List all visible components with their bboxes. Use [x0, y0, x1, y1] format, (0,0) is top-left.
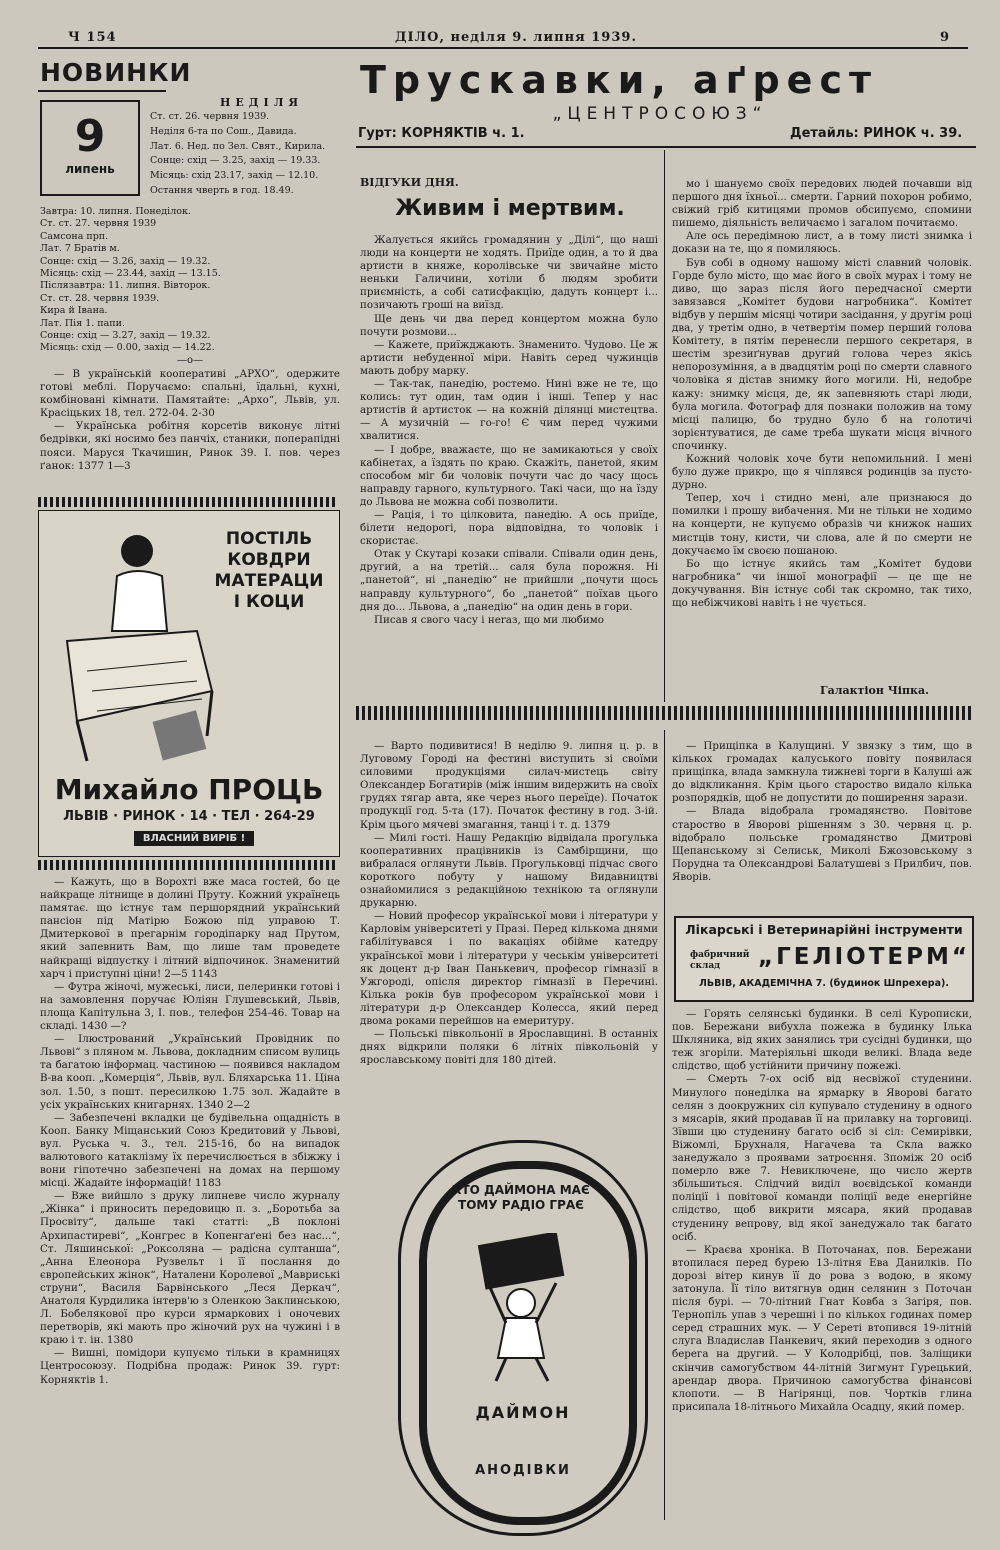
today-line: Остання чверть в год. 18.49. [150, 184, 294, 196]
left-item: — Забезпечені вкладки це будівельна ощадність в Кооп. Банку Міщанський Союз Кредитовий у Львові, вул. Руська ч. 3., тел. 215-16, бо на випадок валютового катаклізму їх перечислюється в збіжжу і вони гіпотечно забезпечені на домах на першому місці. Жадайте інформацій! 1183 [40, 1111, 340, 1190]
left-item: — Вишні, помідори купуємо тільки в крамницях Центросоюзу. Подрібна продаж: Ринок 39. гурт: Корняктів 1. [40, 1347, 340, 1386]
article-paragraph: Кожний чоловік хоче бути непомильний. І мені було дуже прикро, що я чіплявся родинців за пусто-дурно. [672, 452, 972, 492]
right-item: — Влада відобрала громадянство. Повітове староство в Яворові рішенням з 30. червня ц. р. відобрало польське громадянство Дмитрові Щепанському зі Селиськ, Миколі Бжозовському з Порудна та Олександрові Балатушеві з Прилбич, пов. Яворів. [672, 805, 972, 883]
sidebar-separator: —о— [176, 355, 204, 366]
protsj-ad-address: ЛЬВІВ · РИНОК · 14 · ТЕЛ · 264-29 [63, 809, 315, 824]
right-column-bottom-items [672, 1008, 972, 1528]
left-item: — Вже вийшло з друку липневе число журналу „Жінка“ і приносить передовицю п. з. „Боротьба за Просвіту“, дальше такі статті: „В поклоні Архипастиреві“, „Конгрес в Копенгаґені без нас...“, Ст. Ляшинської: „Роксоляна — радісна султанша“, „Анна Елеонора Рузвельт і її послання до європейських жінок“, Наталени Королевої „Мавриські струни“, Василя Барвінського „Леся Деркач“, Анатоля Курдилика інтерв'ю з Оленкою Заклинською, Л. Бобелякової про курси ярмаркових і оночевих перетворів, які мають про жіночий рух на чужині і в краю і т. ін. 1380 [40, 1190, 340, 1347]
middle-item: — Варто подивитися! В неділю 9. липня ц. р. в Луговому Городі на фестині виступить зі своїми силовими продукціями силач-мистець світу Олександер Богатирів (між іншим видержить на своїх грудях тягар авта, яке через нього переїде). Початок продукції год. 5-та (17). Початок фестину в год. 3-ій. Крім цього мячеві змагання, танці і т. д. 1379 [360, 740, 658, 831]
helioterm-ad-brand: „ГЕЛІОТЕРМ“ [758, 944, 970, 970]
ad-bottom-border [38, 860, 338, 870]
woman-with-bed-illustration [47, 521, 217, 771]
sidebar-title-rule [38, 90, 166, 92]
article-paragraph: Тепер, хоч і стидно мені, але признаюся до помилки і прошу вибачення. Ми не тільки не ходимо на концерти, не купуємо образів чи книжок наших мистців тону, кисти, чи слова, але й по смерти не докучаємо їм своєю пошаною. [672, 492, 972, 557]
article-paragraph: — Кажете, приїжджають. Знаменито. Чудово. Це ж артисти небуденної міри. Навіть серед чужинців мають добру марку. [360, 338, 658, 377]
sidebar-item: — Українська робітня корсетів виконує літні бедрівки, які носимо без панчіх, станики, поперапідні пояси. Маруся Ткачишин, Ринок 39. І. пов. через ґанок: 1377 1—3 [40, 420, 340, 472]
tomorrow-line: Місяць: схід — 0.00, захід — 14.22. [40, 342, 215, 354]
tomorrow-line: Самсона прп. [40, 230, 109, 242]
article-paragraph: Отак у Скутарі козаки співали. Співали один день, другий, а на третій... саля була порожня. Ні „панетой“, ні „панедію“ не прийшли „почути щось направду культурного“, бо „панетой“ поїхав цього дня до... Львова, а „панедію“ на один день в гори. [360, 548, 658, 613]
tomorrow-line: Лат. Пія 1. папи. [40, 317, 125, 329]
left-item: — Кажуть, що в Ворохті вже маса гостей, бо це найкраще літнище в долині Пруту. Кожний українець памятає. що істнує там першорядний український пансіон під Матірю Божою під управою Т. Дмитеркової в прегарнім городіпарку над Прутом, який запевнить Вам, що лише там проведете найкращі відпустку і літний відпочинок. Знаменитий харч і приступні ціни! 2—5 1143 [40, 876, 340, 980]
protsj-ad-line: ПОСТІЛЬ [225, 529, 313, 549]
article-author: Галактіон Чіпка. [820, 684, 929, 697]
article-rubric: ВІДГУКИ ДНЯ. [360, 176, 459, 189]
top-ad-brand: „ЦЕНТРОСОЮЗ“ [552, 104, 768, 124]
article-paragraph: — Рація, і то цілковита, панедію. А ось приїде, білети недорогі, пора відповідна, то чоловік і скористає. [360, 508, 658, 548]
page-number-right: 9 [940, 30, 951, 45]
protsj-ad [38, 510, 340, 857]
article-paragraph: Був собі в одному нашому місті славний чоловік. Горде було місто, що має його в своїх мурах і тому не диво, що зараз після його передчасної смерти завязався „Комітет будови нагробника“. Комітет відбув у першім місяці чотири засідання, у другім році два, у третім одно, в четвертім помер перший голова Комітету, в пятім перенесли першого секретаря, в шестім зрезиґнував другий голова через якісь непорозуміння, а в двадцятім році по смерти славного чоловіка я дістав знимку його могили. Ні, недобре кажу: знимку місця, де, як запевняють старі люди, була могила. Фотограф для познаки положив на тому місці палицю, бо трудно було б на голотичі зорієнтуватися, де саме треба шукати місця вічного спочинку. [672, 256, 972, 452]
tomorrow-line: Ст. ст. 27. червня 1939 [40, 218, 157, 230]
top-ad-retail: Детайль: РИНОК ч. 39. [790, 126, 963, 141]
right-column-top-items [672, 740, 972, 908]
protsj-ad-tag: ВЛАСНИЙ ВИРІБ ! [134, 831, 254, 846]
ad-top-border [38, 497, 338, 507]
helioterm-ad-title: Лікарські і Ветеринарійні інструменти [685, 922, 963, 937]
helioterm-ad-address: ЛЬВІВ, АКАДЕМІЧНА 7. (будинок Шпрехера). [699, 978, 949, 989]
sidebar-title: НОВИНКИ [40, 58, 192, 87]
tomorrow-line: Місяць: схід — 23.44, захід — 13.15. [40, 268, 221, 280]
article-paragraph: Ще день чи два перед концертом можна було почути розмови... [360, 312, 658, 338]
column-divider [664, 150, 665, 702]
today-line: Місяць: схід 23.17, захід — 12.10. [150, 170, 319, 182]
battery-man-illustration [466, 1233, 576, 1383]
article-paragraph: — І добре, вважаєте, що не замикаються у своїх кабінетах, а їздять по краю. Скажіть, панетой, яким способом міг би чоловік почути час до часу щось направду гарного, культурного. Такі часи, що на їзду до Львова не можна собі позволити. [360, 443, 658, 508]
top-ad-rule [356, 146, 976, 148]
article-column-1 [360, 234, 658, 699]
left-item: — Ілюстрований „Український Провідник по Львові“ з пляном м. Львова, докладним списом вулиць та багатою інформац. частиною — появився накладом В-ва кооп. „Комерція“, Львів, вул. Бляхарська 11. Ціна зол. 1.50, з пошт. пересилкою 1.75 зол. Жадайте в усіх українських книгарнях. 1340 2—2 [40, 1033, 340, 1111]
section-separator [356, 706, 974, 720]
middle-item: — Польські півкольонії в Ярославщині. В останніх днях відкрили поляки 6 літніх півкольоній у ярославському повіті для 180 дітей. [360, 1028, 658, 1067]
top-ad-title: Трускавки, аґрест [360, 58, 878, 102]
protsj-ad-line: І КОЦИ [233, 592, 305, 612]
tomorrow-line: Сонце: схід — 3.27, захід — 19.32. [40, 330, 211, 342]
tomorrow-line: Ст. ст. 28. червня 1939. [40, 292, 160, 304]
article-title: Живим і мертвим. [395, 196, 625, 221]
article-paragraph: — Так-так, панедію, ростемо. Нині вже не те, що колись: тут один, там один і інші. Тепер у нас артистів й артисток — на кожній ділянці мистецтва. — А музичній — го-го! Є чим перед чужими хвалитися. [360, 378, 658, 443]
date-month: липень [65, 162, 115, 176]
today-line: Лат. 6. Нед. по Зел. Свят., Кирила. [150, 140, 326, 152]
middle-column-items [360, 740, 658, 1130]
protsj-ad-line: МАТЕРАЦИ [214, 571, 324, 591]
sidebar-item: — В українській кооперативі „АРХО“, одержите готові меблі. Поручаємо: спальні, їдальні, кухні, комбіновані кімнати. Памятайте: „Архо“, Львів, ул. Красіцьких 18, тел. 272-04. 2-30 [40, 368, 340, 420]
masthead-line: ДІЛО, неділя 9. липня 1939. [395, 30, 637, 45]
sidebar-day-label: НЕДІЛЯ [220, 96, 304, 109]
today-line: Сонце: схід — 3.25, захід — 19.33. [150, 155, 321, 167]
article-paragraph: мо і шануємо своїх передових людей почавши від першого дня їхньої... смерти. Гарний похорон робимо, свіжий гріб китицями промов обсипуємо, спомини пишемо, діяльність величаємо і загалом почитаємо. [672, 178, 972, 230]
right-item: — Краєва хроніка. В Поточанах, пов. Бережани втопилася перед бурею 13-літня Ева Данилків. По дорозі вітер кинув її до рова з водою, в якому затонула. Її тіло витягнув один селянин з Поточан після бурі. — 70-літний Гнат Ковба з Загіря, пов. Тернопіль упав з черешні і по кількох годинах помер серед страшних мук. — У Сереті втопився 19-літній слуга Владислав Панкевич, який переходив з одного берега на другий. — У Колодрібці, пов. Заліщики скінчив самогубством 44-літній Зигмунт Гурецький, арендар двора. Причиною самогубства фінансові клопоти. — В Нагірянці, пов. Чортків глина присипала 18-літнього Михайла Осадцу, який помер. [672, 1243, 972, 1413]
helioterm-ad-label: фабричний склад [690, 950, 750, 971]
tomorrow-line: Післязавтра: 11. липня. Вівторок. [40, 280, 211, 292]
right-item: — Смерть 7-ох осіб від несвіжої студенини. Минулого понеділка на ярмарку в Яворові багато селян з доокружних сіл купувало студенину в одного з мясарів, який продавав її на прилавку на торговиці. Зївши цю студенину багато осіб зі сіл: Семирівки, Віжомлі, Брухналя, Нагачева та Скла важко занедужало з проявами затроєння. Зпоміж 20 осіб померло вже 7. Невиключене, що число жертв збільшиться. Слідчий виділ воєвідської команди поліції і повітової команди поліції веде енергійне слідство, щоб викрити мясара, який продавав студенину вепрову, від якої занедужало так багато осіб. [672, 1073, 972, 1243]
article-paragraph: Жалується якийсь громадянин у „Ділі“, що наші люди на концерти не ходять. Приїде один, а то й два артисти в княже, королівське чи звичайне місто неньки Галичини, хотіли б людям зробити приємність, а собі сатисфакцію, дадуть концерт і... позичають гроші на виїзд. [360, 234, 658, 312]
today-line: Неділя 6-та по Сош., Давида. [150, 125, 297, 137]
daimon-ad-ring-text: ХТО ДАЙМОНА МАЄ ТОМУ РАДІО ГРАЄ [452, 1183, 590, 1212]
protsj-ad-products [204, 529, 334, 613]
protsj-ad-line: КОВДРИ [227, 550, 311, 570]
header-rule [38, 47, 968, 49]
article-column-2 [672, 178, 972, 683]
middle-item: — Милі гості. Нашу Редакцію відвідала прогулька кооперативних працівників із Самбірщини, що вибралася оглянути Львів. Прогульковці підчас свого короткого побуту у нашому Видавництві ознайомилися з редакційною технікою та оглянули друкарню. [360, 831, 658, 910]
protsj-ad-name: Михайло ПРОЦЬ [54, 773, 324, 806]
daimon-ad [398, 1140, 648, 1536]
helioterm-ad [674, 916, 974, 1002]
left-column-items [40, 876, 340, 1526]
daimon-ad-brand: ДАЙМОН [475, 1403, 571, 1422]
article-paragraph: Але ось передімною лист, а в тому листі знимка і докази на те, що я помиляюсь. [672, 230, 972, 256]
article-paragraph: Писав я свого часу і неraз, що ми любимо [374, 613, 604, 626]
page-number-left: Ч 154 [68, 30, 117, 45]
today-info [150, 110, 335, 199]
right-item: — Горять селянські будинки. В селі Курописки, пов. Бережани вибухла пожежа в будинку Ілька Шкляника, від яких занялись три сусідні будинки, що теж згоріли. Матеріяльні шкоди великі. Влада веде слідство, щоб устійнити причину пожежі. [672, 1008, 972, 1073]
tomorrow-line: Лат. 7 Братів м. [40, 243, 120, 255]
column-divider-lower [664, 730, 665, 1520]
left-item: — Футра жіночі, мужеські, лиси, пелеринки готові і на замовлення поручає Юліян Глушевський, Львів, площа Капітульна 3, І. пов., телефон 254-46. Товар на складі. 1430 —? [40, 980, 340, 1033]
right-item: — Прищіпка в Калущині. У звязку з тим, що в кількох громадах калуського повіту появилася прищіпка, влада замкнула тижневі торги в Калуші аж до відкликання. Крім цього староство видало кілька розпорядків, щоб не допустити до поширення зарази. [672, 740, 972, 805]
middle-item: — Новий професор української мови і літератури у Карловім університеті у Празі. Перед кількома днями габілітувався і по вакаціях обійме катедру української мови і літератури у чеськім університеті як доцент д-р Іван Панькевич, професор гімназії в Ужгороді, опісля директор гімназії в Перечині. Кілька років був професором української мови і літератури д-р Олександер Колесса, який перед двома роками перейшов на емеритуру. [360, 910, 658, 1027]
tomorrow-line: Сонце: схід — 3.26, захід — 19.32. [40, 255, 211, 267]
sidebar-items [40, 368, 340, 483]
tomorrow-info [40, 206, 340, 355]
tomorrow-line: Завтра: 10. липня. Понеділок. [40, 206, 191, 217]
tomorrow-line: Кира й Івана. [40, 305, 108, 317]
top-ad-wholesale: Гурт: КОРНЯКТІВ ч. 1. [358, 126, 525, 141]
date-day-number: 9 [74, 111, 106, 162]
today-line: Ст. ст. 26. червня 1939. [150, 111, 270, 122]
article-paragraph: Бо що істнує якийсь там „Комітет будови нагробника“ чи іншої монографії — це ще не докучування. Він істнує собі так скромно, так тихо, що небіжчикові навіть і не чується. [672, 557, 972, 609]
date-box [40, 100, 140, 196]
daimon-ad-bottom-text: АНОДІВКИ [475, 1463, 571, 1478]
